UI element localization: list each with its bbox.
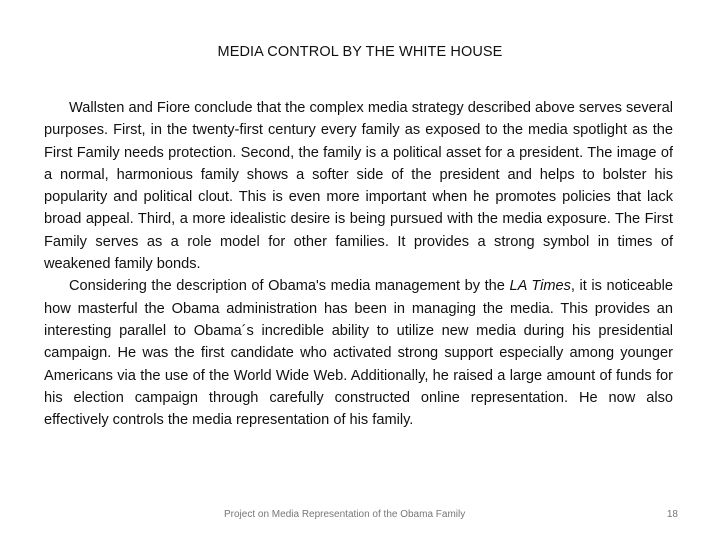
- paragraph-2-italic-source: LA Times: [509, 278, 571, 295]
- paragraph-2-before-italic: Considering the description of Obama's media management by the: [69, 278, 510, 295]
- page-number: 18: [666, 509, 678, 520]
- paragraph-2-after-italic: , it is noticeable how masterful the Obama administration has been in managing the media. This provides an interesting parallel to Obama´s incredible ability to utilize new media during his presidential campaign. He was the first candidate who activated strong support especially among younger Americans via the use of the World Wide Web. Additionally, he raised a large amount of funds for his election campaign through carefully constructed online representation. He now also effectively controls the media representation of his family.: [44, 278, 673, 429]
- body-text: [44, 97, 673, 431]
- paragraph-2: [44, 275, 673, 431]
- page-title: MEDIA CONTROL BY THE WHITE HOUSE: [217, 44, 503, 60]
- footer-text: Project on Media Representation of the Obama Family: [224, 509, 466, 520]
- paragraph-1: Wallsten and Fiore conclude that the complex media strategy described above serves several purposes. First, in the twenty-first century every family as exposed to the media spotlight as the First Family needs protection. Second, the family is a political asset for a president. The image of a normal, harmonious family shows a softer side of the president and helps to bolster his popularity and political clout. This is even more important when he promotes policies that lack broad appeal. Third, a more idealistic desire is being pursued with the media exposure. The First Family serves as a role model for other families. It provides a strong symbol in times of weakened family bonds.: [44, 100, 673, 273]
